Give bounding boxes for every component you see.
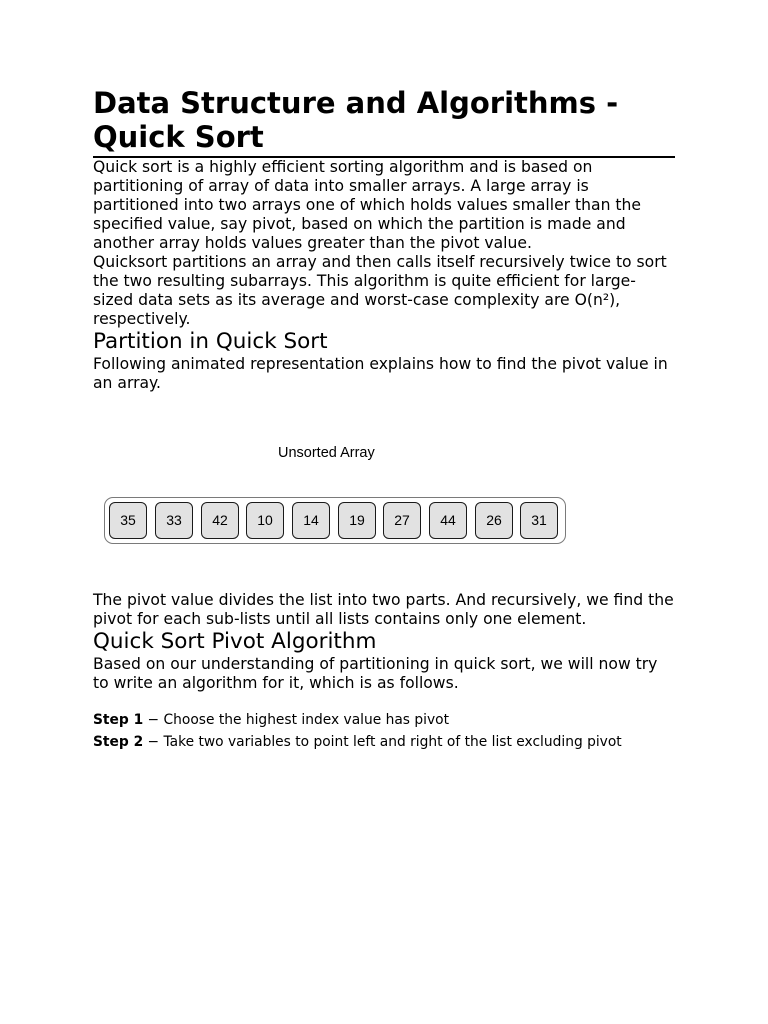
figure-caption: Unsorted Array: [278, 445, 375, 461]
array-frame: [104, 497, 566, 544]
array-cell: 14: [292, 502, 330, 539]
recursion-paragraph: Quicksort partitions an array and then calls itself recursively twice to sort the two resulting subarrays. This algorithm is quite efficient for large-sized data sets as its average and worst-case complexity are O(n²), respectively.: [93, 253, 667, 328]
array-cell: 44: [429, 502, 467, 539]
step-item: [93, 709, 675, 731]
partition-paragraph: Following animated representation explains how to find the pivot value in an array.: [93, 355, 668, 392]
pivot-algorithm-paragraph: Based on our understanding of partitioning in quick sort, we will now try to write an algorithm for it, which is as follows.: [93, 655, 658, 692]
step-text: − Take two variables to point left and right of the list excluding pivot: [143, 734, 622, 750]
step-item: [93, 731, 675, 753]
steps-list: [93, 709, 675, 753]
page-title: Data Structure and Algorithms - Quick Sort: [93, 86, 675, 158]
intro-paragraph: Quick sort is a highly efficient sorting algorithm and is based on partitioning of array of data into smaller arrays. A large array is partitioned into two arrays one of which holds values smaller than the specified value, say pivot, based on which the partition is made and another array holds values greater than the pivot value.: [93, 158, 642, 252]
array-cell: 42: [201, 502, 239, 539]
array-cell: 35: [109, 502, 147, 539]
array-cell: 19: [338, 502, 376, 539]
unsorted-array-figure: [93, 431, 675, 591]
array-cell: 31: [520, 502, 558, 539]
step-label: Step 2: [93, 734, 144, 750]
pivot-algorithm-heading: Quick Sort Pivot Algorithm: [93, 629, 377, 654]
array-cell: 33: [155, 502, 193, 539]
document-page: [93, 86, 675, 753]
step-text: − Choose the highest index value has pivot: [143, 712, 449, 728]
step-label: Step 1: [93, 712, 144, 728]
partition-heading: Partition in Quick Sort: [93, 329, 328, 354]
array-cell: 10: [246, 502, 284, 539]
pivot-explanation-paragraph: The pivot value divides the list into two parts. And recursively, we find the pivot for each sub-lists until all lists contains only one element.: [93, 591, 674, 628]
array-cell: 26: [475, 502, 513, 539]
array-cell: 27: [383, 502, 421, 539]
